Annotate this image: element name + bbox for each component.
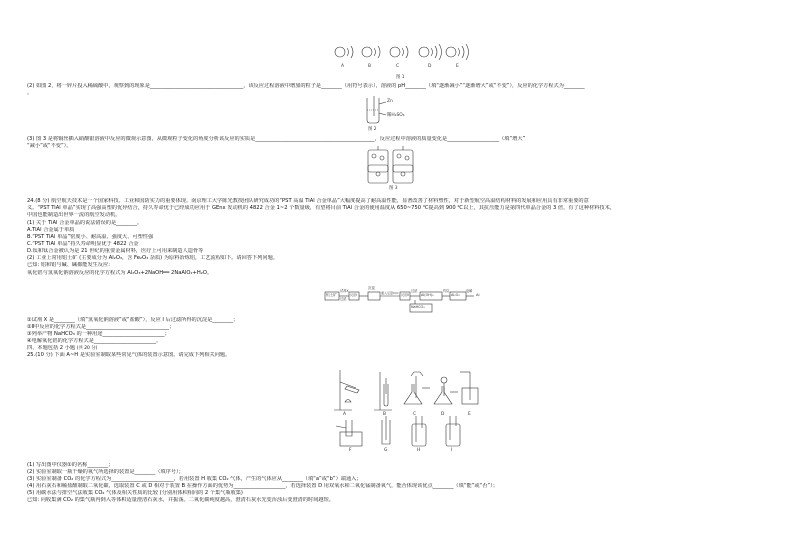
flow-electrolysis: 电解 bbox=[466, 289, 473, 293]
flow-reagent-x: 试剂X bbox=[340, 289, 349, 293]
flow-precipitate: 沉淀 bbox=[368, 286, 376, 290]
question-25-intro: 25.(10 分) 下面 A~H 是实验室制取某些常见气体的装置示意图。请完成下列相关问题。 bbox=[27, 352, 231, 358]
flow-filter-1: 过滤 bbox=[340, 297, 347, 301]
flow-question-4: ④电解氧化铝的化学方程式是________________________。 bbox=[27, 338, 162, 344]
flow-calcine: 灼烧 bbox=[443, 289, 450, 293]
question-25-sub-5: (5) 用碳水法与排空气法收集 CO₂ 气体及相关性质的比较 (分别用体积相同的 2 个集气瓶收集) bbox=[27, 490, 243, 496]
fig3-caption: 图 3 bbox=[389, 186, 398, 191]
flow-question-2: ②Ⅱ中反应的化学方程式是________________________________； bbox=[27, 324, 175, 330]
apparatus-label-e: E bbox=[468, 412, 471, 417]
question-3-text-2: “减小”或“不变”）。 bbox=[27, 143, 72, 149]
question-2-text: (2) 如图 2，将一锌片投入稀硫酸中，观察到的现象是____________________________________，该反应过程溶液中增加的粒子是________（用符号表示），溶液的 pH________（填“逐渐减小”“逐渐增大”或“不变”），反应的化学方程式为________ bbox=[27, 83, 585, 89]
apparatus-label-d: D bbox=[441, 412, 445, 417]
flow-question-1: ①试剂 X 是________（填“氢氧化钠溶液”或“盐酸”），反应 Ⅰ 后过滤所得的沉淀是________； bbox=[27, 317, 239, 323]
option-d: D.钛和钛合金被认为是 21 世纪的重要金属材料，医疗上可用来制造人造骨等 bbox=[27, 248, 204, 254]
question-24-intro-1: 24.(8 分) 航空航天技术是一个国家科技、工业和国防实力的重要体现。南京理工大学陈光教授团队研究成功的“PST 高温 TiAl 合金单晶”大幅度提高了耐高温性能，显著改善了材料塑性，对于新型航空高温结构材料的发展和应用具有非常重要的意 bbox=[27, 198, 589, 204]
alumina-equation: 氧化铝与氢氧化钠溶液反应的化学方程式为 Al₂O₃+2NaOH══ 2NaAlO₂+H₂O。 bbox=[27, 270, 213, 276]
question-25-known: 已知: 向收集满 CO₂ 的集气瓶内倒入等体积适量澄清石灰水，并振荡。二氧化碳纯度越高，澄清石灰水先变浑浊后变澄清的时间越短。 bbox=[27, 497, 334, 503]
fig1-label-c: C bbox=[396, 64, 400, 69]
flow-aluminum-hydroxide: Al(OH)₃ bbox=[421, 293, 434, 297]
option-c: C.“PST TiAl 单晶”持久寿命明显优于 4822 合金 bbox=[27, 241, 139, 247]
fig1-label-d: D bbox=[428, 64, 432, 69]
fig1-label-b: B bbox=[368, 64, 372, 69]
apparatus-label-f: F bbox=[349, 448, 352, 453]
fig1-label-e: E bbox=[456, 64, 459, 69]
flow-reaction-1: 反应Ⅰ bbox=[350, 293, 358, 297]
question-24-sub-2: (2) 工业上常用铝土矿 (主要成分为 Al₂O₃，含 Fe₂O₃ 杂质) 为原料冶炼铝，工艺流程如下。请回答下列问题。 bbox=[27, 255, 278, 261]
question-3-text: (3) 图 3 是将铜丝插入硝酸银溶液中反应的微观示意图，从微观粒子变化的角度分析该反应的实质是______________________________________________，反应过程中溶液的质量变化是____________________（填“增大” bbox=[27, 136, 526, 142]
flow-filter-2: 过滤 bbox=[411, 289, 418, 293]
apparatus-label-c: C bbox=[413, 412, 417, 417]
section-4-score: (共 20 分) bbox=[76, 346, 98, 351]
question-25-sub-4: (4) 用石灰石和稀盐酸制取二氧化碳，选取装置 C 或 D 相对于装置 B 在操作方面的优势为____________________，若选择装置 D 用双氧水和二氧化锰制备氧气，能否体现该优点________（填“能”或“否”）； bbox=[27, 483, 498, 489]
apparatus-label-g: G bbox=[384, 448, 388, 453]
question-2-tail: 。 bbox=[27, 90, 33, 96]
question-24-sub-1: (1) 关于 TiAl 合金单晶的说法错误的是________。 bbox=[27, 220, 143, 226]
question-25-sub-3: (3) 实验室制备 CO₂ 的化学方程式为________________________，若用装置 H 收集 CO₂ 气体，产生的气体应从________（填“a”或“b”）端通入； bbox=[27, 476, 362, 482]
known-note: 已知: 铝和铝与碱、碱都能发生反应: bbox=[27, 262, 110, 268]
question-24-intro-3: 中国也能制造出世界一流的航空发动机。 bbox=[27, 212, 121, 218]
question-25-sub-2: (2) 实验室制取一瓶干燥的氧气所选择的装置是________（填序号）； bbox=[27, 469, 184, 475]
fig2-caption: 图 2 bbox=[368, 127, 377, 132]
flow-bauxite: 铝土矿 bbox=[326, 293, 337, 297]
fig2-label-zn: Zn bbox=[387, 99, 393, 104]
apparatus-label-i: I bbox=[451, 448, 453, 453]
apparatus-label-a: A bbox=[343, 412, 347, 417]
section-4-title: 四、本题包括 2 小题 bbox=[27, 345, 76, 351]
apparatus-label-b: B bbox=[383, 412, 387, 417]
fig1-caption: 图 1 bbox=[396, 75, 405, 80]
question-24-intro-2: 义。“PST TiAl 单晶”实现了高强高塑的优异结合，持久寿命优于已经成功应用于 GEnx 发动机的 4822 合金 1~2 个数量级，有望将目前 TiAl 合金的使用温度从 650~750 ℃提高到 900 ℃以上，其抗压能力是第四代单晶合金的 3 倍，有了这种材料技术， bbox=[27, 205, 615, 211]
fig2-label-acid: 稀H₂SO₄ bbox=[387, 113, 405, 118]
fig1-label-a: A bbox=[341, 64, 345, 69]
question-25-sub-1: (1) 写出图中仪器①的名称________； bbox=[27, 462, 114, 468]
apparatus-label-h: H bbox=[417, 448, 421, 453]
option-a: A.TiAl 合金属于单质 bbox=[27, 227, 75, 233]
flow-sodium-bicarbonate: NaHCO₃ bbox=[411, 305, 425, 309]
flow-co2: 通入足量CO₂ bbox=[381, 291, 399, 295]
flow-reaction-2: 反应Ⅱ bbox=[401, 293, 409, 297]
flow-question-3: ③列举产物 NaHCO₃ 的一种用途________________________； bbox=[27, 331, 170, 337]
option-b: B.“PST TiAl 单晶”密度小、耐高温、强度大、可塑性强 bbox=[27, 234, 154, 240]
flow-aluminum: Al bbox=[476, 293, 480, 297]
flow-alumina: Al₂O₃ bbox=[451, 293, 460, 297]
